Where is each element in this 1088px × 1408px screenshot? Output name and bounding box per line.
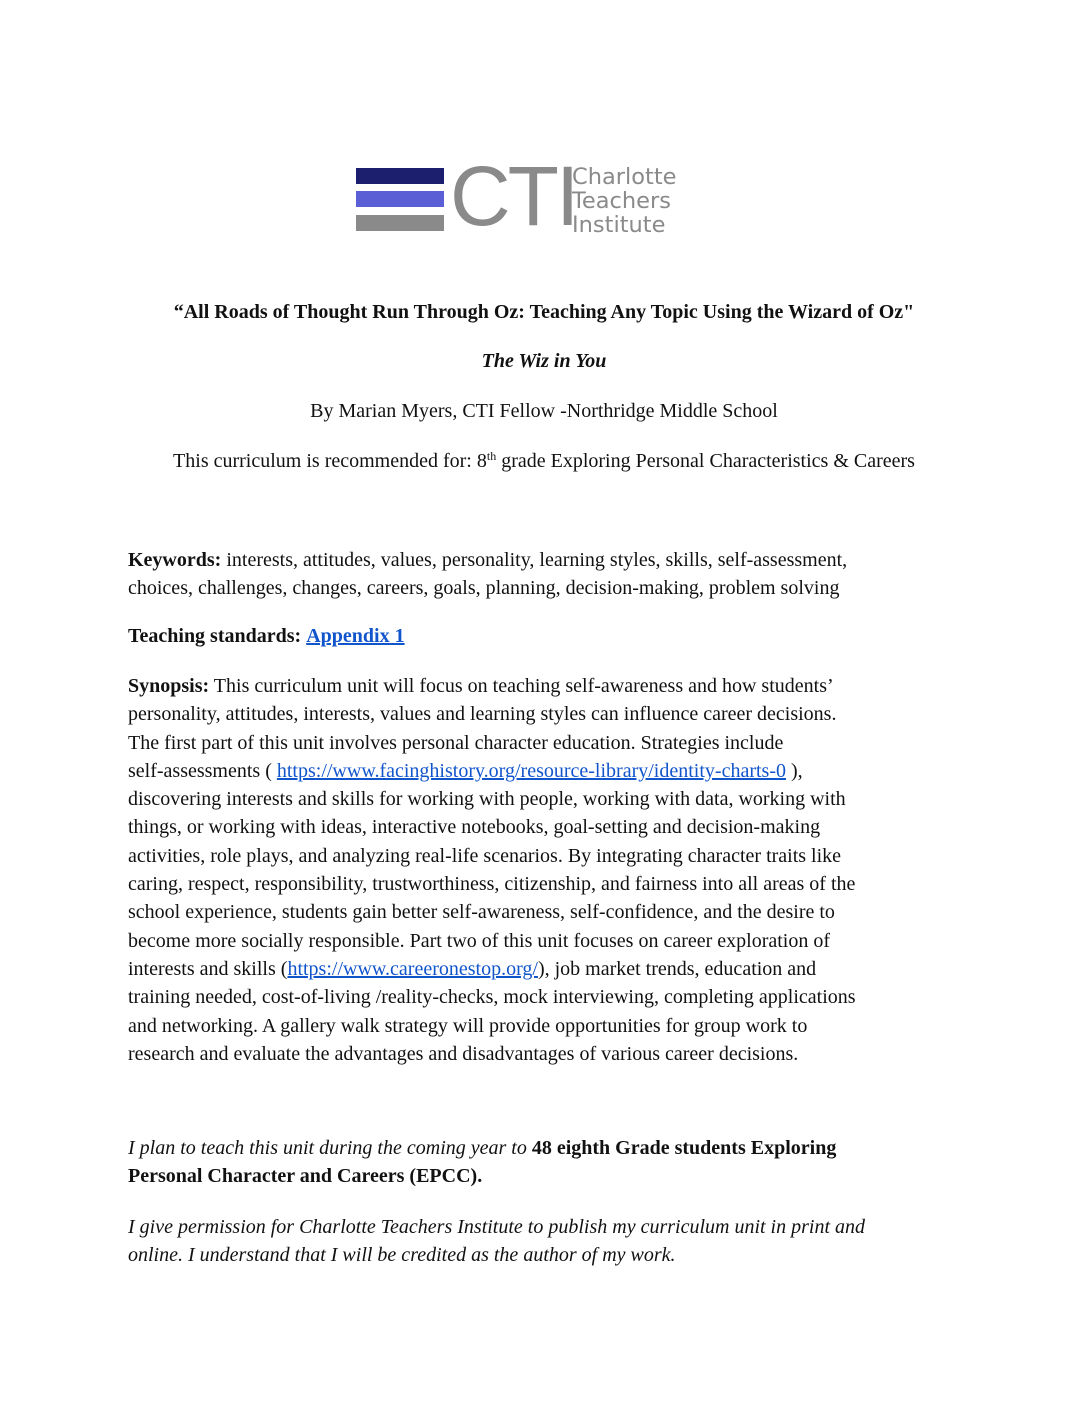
plan-italic-text: I plan to teach this unit during the coming year to xyxy=(128,1137,532,1159)
plan-bold-line-1: 48 eighth Grade students Exploring xyxy=(531,1137,837,1159)
synopsis-line-2: personality, attitudes, interests, values and learning styles can influence career decisions. xyxy=(128,703,837,726)
permission-line-2: online. I understand that I will be credited as the author of my work. xyxy=(128,1244,676,1267)
synopsis-line-7: activities, role plays, and analyzing real-life scenarios. By integrating character traits like xyxy=(128,844,842,867)
synopsis-line-8: caring, respect, responsibility, trustworthiness, citizenship, and fairness into all areas of the xyxy=(128,873,856,896)
cti-logo xyxy=(356,149,696,243)
keywords-line-1: interests, attitudes, values, personality, learning styles, skills, self-assessment, xyxy=(221,549,848,571)
recommendation-line xyxy=(0,449,1088,473)
author-byline: By Marian Myers, CTI Fellow -Northridge Middle School xyxy=(310,400,778,422)
facinghistory-link[interactable]: https://www.facinghistory.org/resource-library/identity-charts-0 xyxy=(276,759,786,782)
synopsis-line-3: The first part of this unit involves personal character education. Strategies include xyxy=(128,731,784,754)
permission-line-1: I give permission for Charlotte Teachers Institute to publish my curriculum unit in print and xyxy=(128,1216,866,1238)
document-title: “All Roads of Thought Run Through Oz: Teaching Any Topic Using the Wizard of Oz" xyxy=(173,301,915,323)
logo-mark: CTI xyxy=(450,149,577,243)
logo-line-charlotte: Charlotte xyxy=(572,164,677,190)
document-subtitle: The Wiz in You xyxy=(481,350,607,372)
logo-bar-gray xyxy=(356,215,444,231)
synopsis-line-11-post: ), job market trends, education and xyxy=(537,957,817,980)
recommend-superscript: th xyxy=(486,449,497,463)
recommend-prefix: This curriculum is recommended for: 8 xyxy=(173,450,487,472)
synopsis-line-12: training needed, cost-of-living /reality-checks, mock interviewing, completing applications xyxy=(128,986,856,1009)
keywords-line-2: choices, challenges, changes, careers, goals, planning, decision-making, problem solving xyxy=(128,577,840,600)
synopsis-line-14: research and evaluate the advantages and disadvantages of various career decisions. xyxy=(128,1042,799,1065)
logo-bar-dark xyxy=(356,168,444,184)
synopsis-line-5: discovering interests and skills for working with people, working with data, working with xyxy=(128,788,846,811)
synopsis-line-6: things, or working with ideas, interactive notebooks, goal-setting and decision-making xyxy=(128,816,821,839)
synopsis-line-13: and networking. A gallery walk strategy will provide opportunities for group work to xyxy=(128,1014,808,1037)
teaching-plan-statement xyxy=(128,1134,918,1191)
recommend-suffix: grade Exploring Personal Characteristics & Careers xyxy=(496,450,915,472)
synopsis-line-11-pre: interests and skills ( xyxy=(128,957,288,980)
teaching-standards xyxy=(128,622,918,650)
synopsis-line-4-pre: self-assessments ( xyxy=(128,759,277,782)
keywords-label: Keywords: xyxy=(128,549,222,571)
synopsis-line-10: become more socially responsible. Part two of this unit focuses on career exploration of xyxy=(128,929,831,952)
permission-statement xyxy=(128,1213,918,1270)
synopsis-label: Synopsis: xyxy=(128,675,210,697)
plan-bold-line-2: Personal Character and Careers (EPCC). xyxy=(128,1165,483,1188)
synopsis-line-1: This curriculum unit will focus on teaching self-awareness and how students’ xyxy=(209,675,834,697)
logo-bar-light xyxy=(356,191,444,207)
logo-wordmark xyxy=(572,165,677,237)
logo-line-teachers: Teachers xyxy=(572,188,671,214)
synopsis-paragraph xyxy=(128,672,918,1068)
logo-line-institute: Institute xyxy=(572,212,666,238)
appendix-link[interactable]: Appendix 1 xyxy=(306,625,405,647)
standards-label: Teaching standards: xyxy=(128,625,302,647)
synopsis-line-4-post: ), xyxy=(785,759,803,782)
careeronestop-link[interactable]: https://www.careeronestop.org/ xyxy=(287,957,538,980)
keywords-paragraph xyxy=(128,546,918,603)
synopsis-line-9: school experience, students gain better self-awareness, self-confidence, and the desire to xyxy=(128,901,835,924)
